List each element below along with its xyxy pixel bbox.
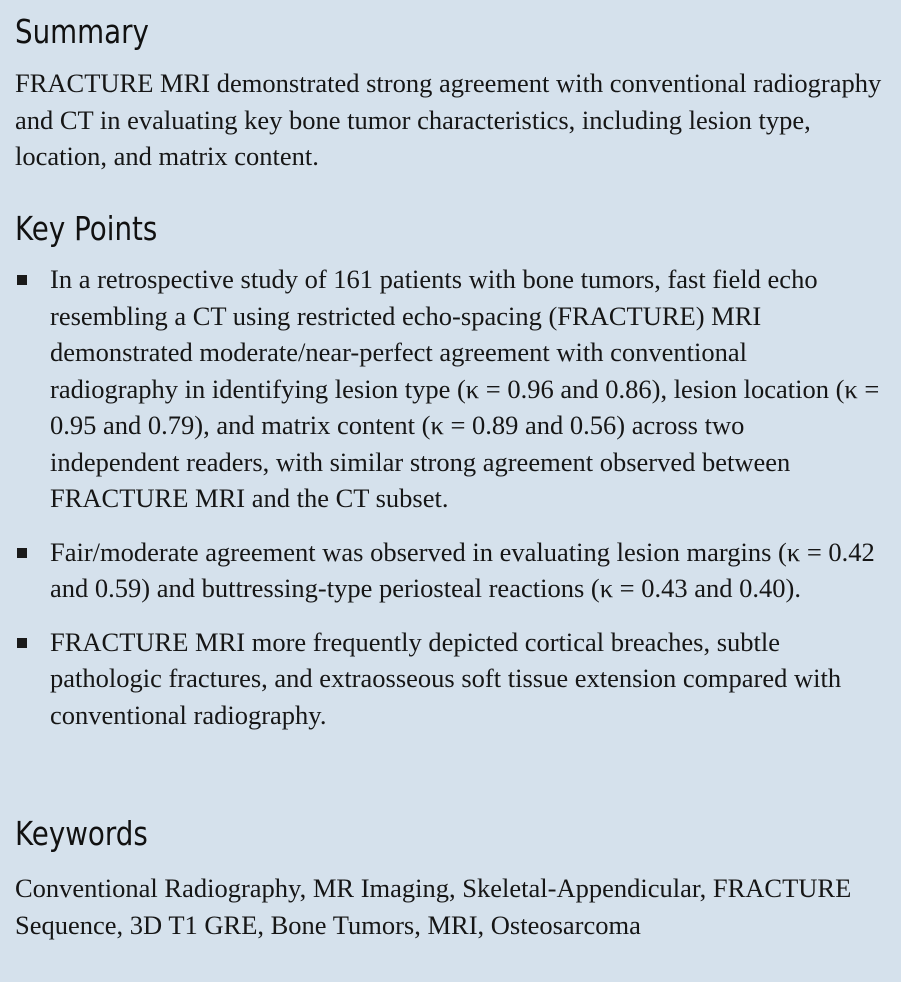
key-point-text: Fair/moderate agreement was observed in evaluating lesion margins (κ = 0.42 and 0.59) and buttressing-type periosteal reactions (κ = 0.43 and 0.40). — [50, 536, 875, 603]
square-bullet-icon — [17, 275, 27, 285]
key-point-item — [0, 624, 880, 734]
key-point-text: FRACTURE MRI more frequently depicted cortical breaches, subtle pathologic fractures, and extraosseous soft tissue extension compared with conventional radiography. — [50, 626, 842, 730]
summary-text: FRACTURE MRI demonstrated strong agreement with conventional radiography and CT in evaluating key bone tumor characteristics, including lesion type, location, and matrix content. — [15, 68, 882, 171]
summary-heading: Summary — [15, 12, 149, 51]
key-point-item — [0, 261, 880, 517]
square-bullet-icon — [17, 638, 27, 648]
keywords-heading: Keywords — [15, 814, 148, 853]
key-point-item — [0, 534, 880, 607]
square-bullet-icon — [17, 548, 27, 558]
key-points-list — [0, 261, 901, 750]
keywords-text: Conventional Radiography, MR Imaging, Skeletal-Appendicular, FRACTURE Sequence, 3D T1 GRE, Bone Tumors, MRI, Osteosarcoma — [15, 873, 852, 940]
key-points-heading: Key Points — [15, 209, 158, 248]
key-point-text: In a retrospective study of 161 patients with bone tumors, fast field echo resembling a CT using restricted echo-spacing (FRACTURE) MRI demonstrated moderate/near-perfect agreement with conventional radiography in identifying lesion type (κ = 0.96 and 0.86), lesion location (κ = 0.95 and 0.79), and matrix content (κ = 0.89 and 0.56) across two independent readers, with similar strong agreement observed between FRACTURE MRI and the CT subset. — [50, 264, 880, 513]
